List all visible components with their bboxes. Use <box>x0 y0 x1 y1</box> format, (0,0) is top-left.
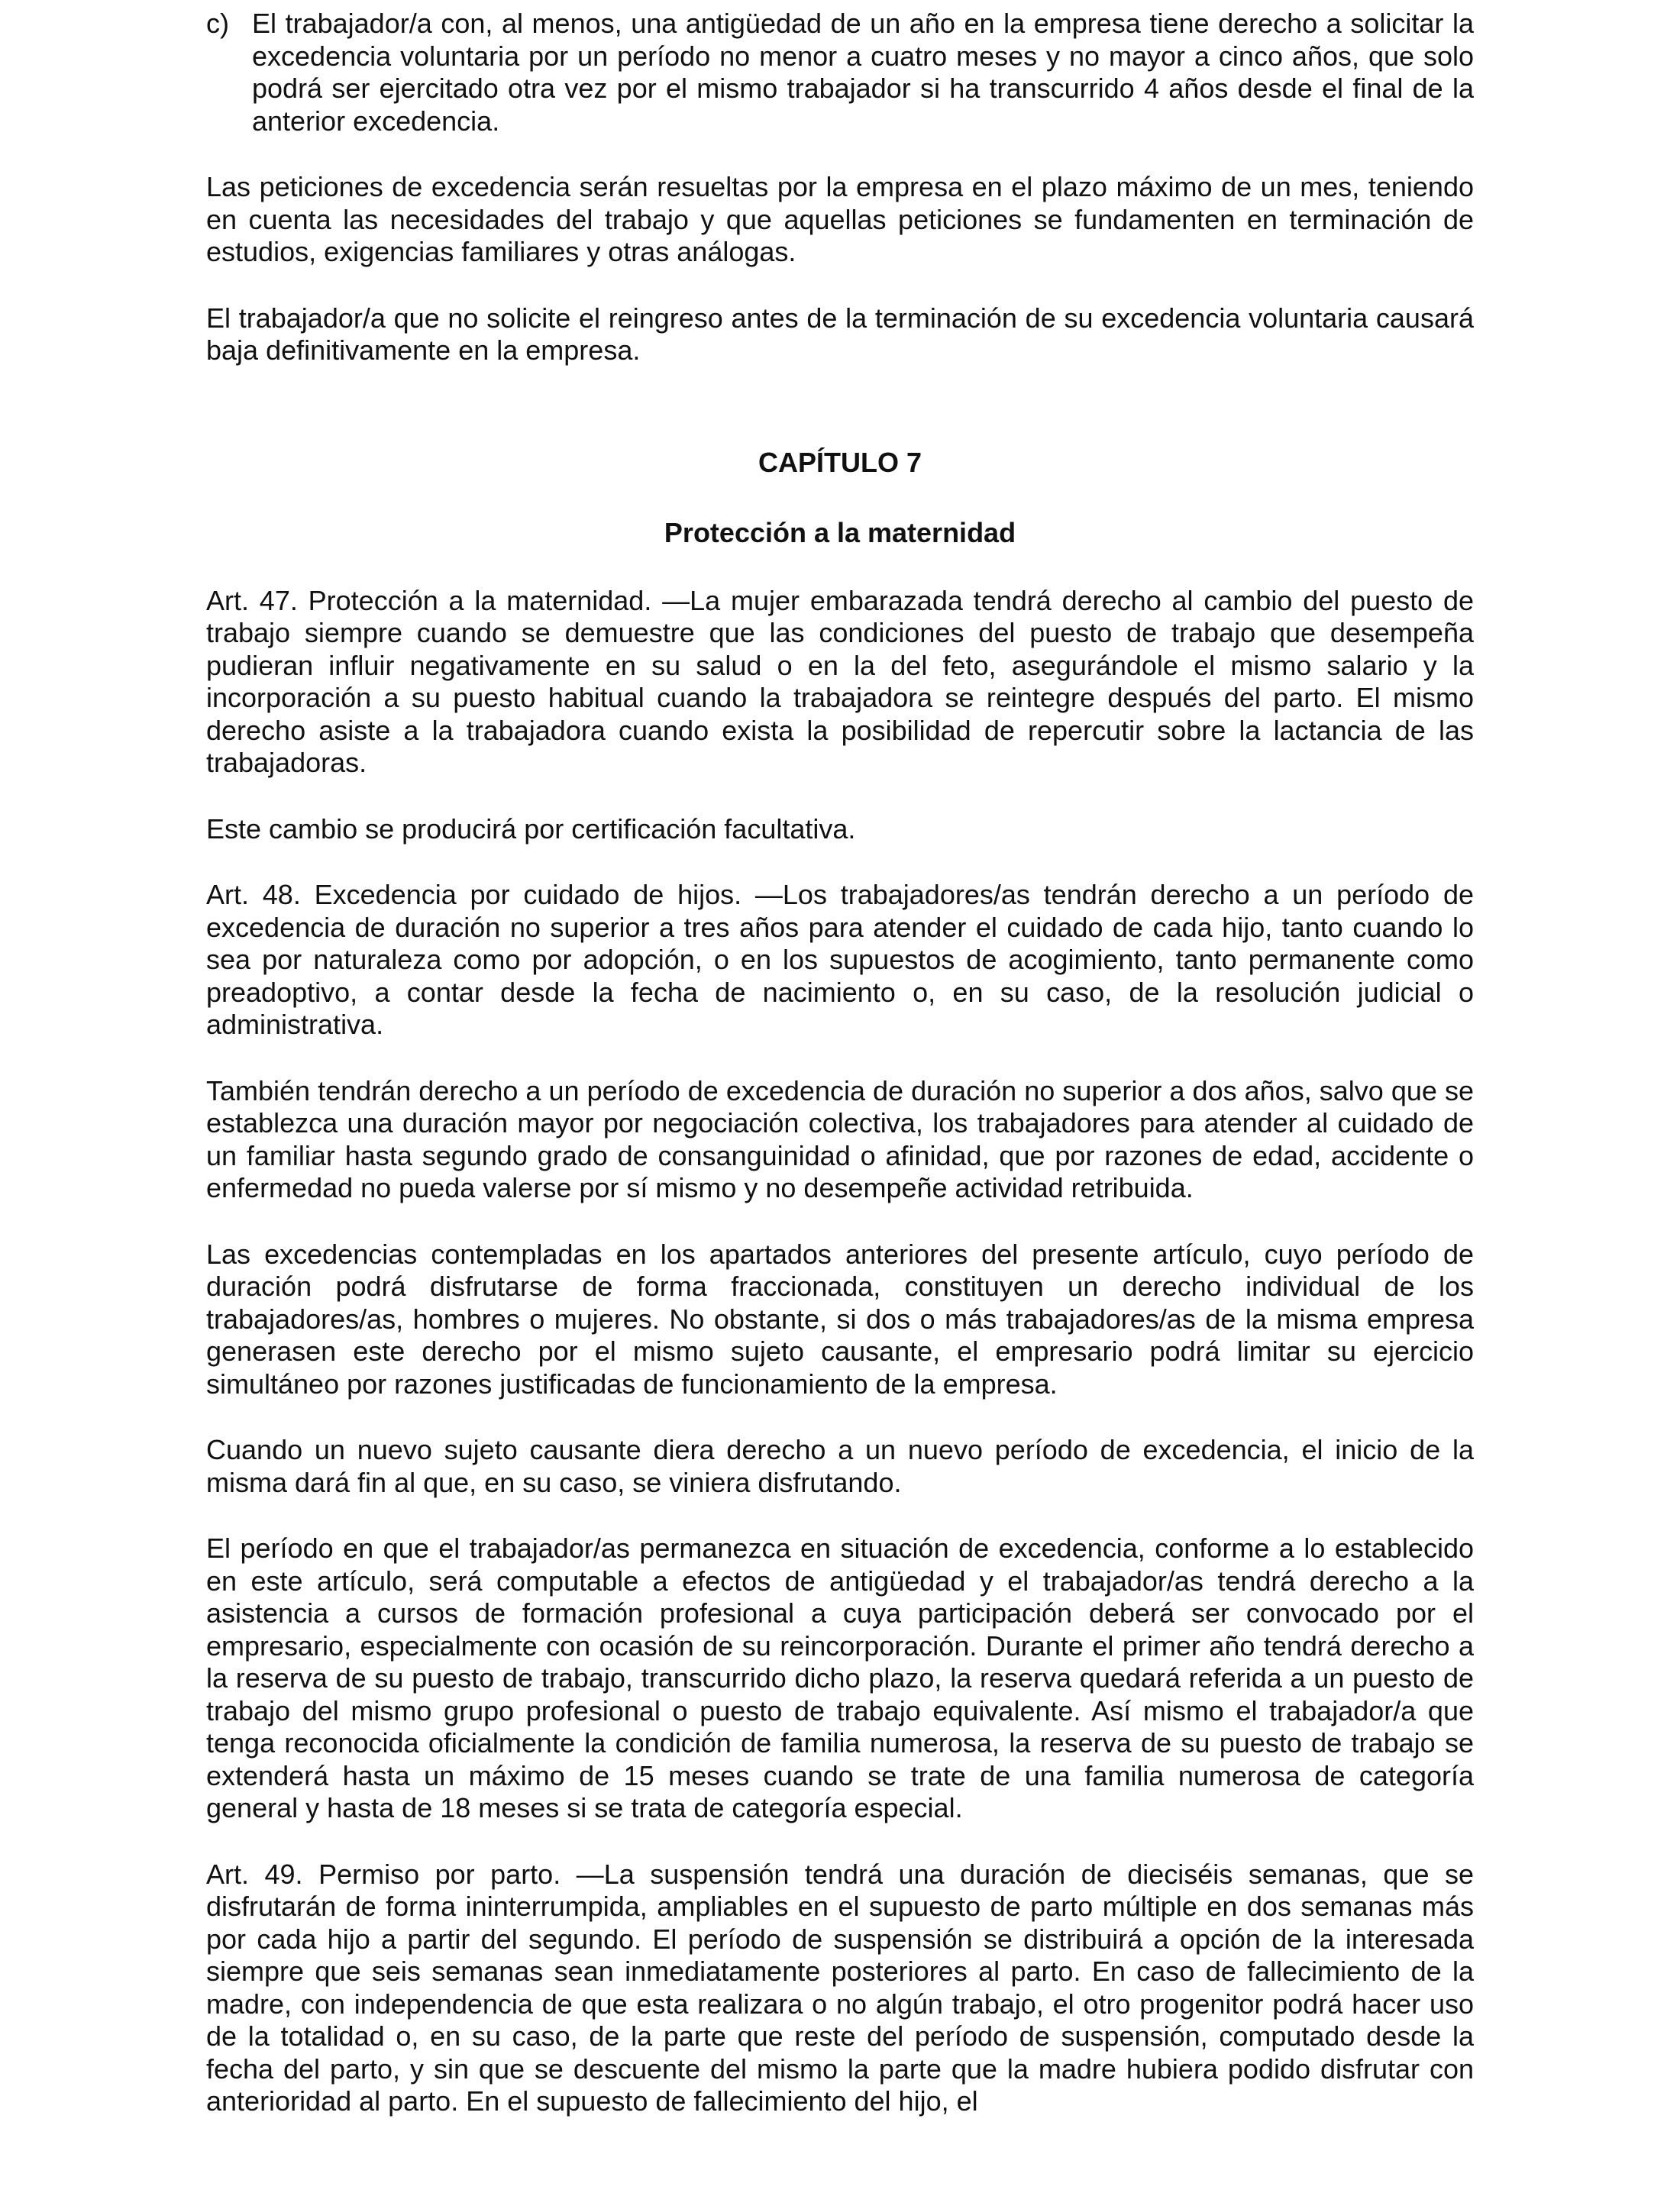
article-49-heading: Art. 49. Permiso por parto. — <box>206 1858 604 1890</box>
document-page <box>206 8 1474 2152</box>
article-49 <box>206 1859 1474 2118</box>
article-49-text: La suspensión tendrá una duración de dieciséis semanas, que se disfrutarán de forma ininterrumpida, ampliables en el supuesto de parto múltiple en dos semanas más por cada hijo a partir del segundo. El período de suspensión se distribuirá a opción de la interesada siempre que seis semanas sean inmediatamente posteriores al parto. En caso de fallecimiento de la madre, con independencia de que esta realizara o no algún trabajo, el otro progenitor podrá hacer uso de la totalidad o, en su caso, de la parte que reste del período de suspensión, computado desde la fecha del parto, y sin que se descuente del mismo la parte que la madre hubiera podido disfrutar con anterioridad al parto. En el supuesto de fallecimiento del hijo, el <box>206 1858 1475 2117</box>
article-47-note: Este cambio se producirá por certificación facultativa. <box>206 812 856 845</box>
article-48-heading: Art. 48. Excedencia por cuidado de hijos. — <box>206 879 783 910</box>
article-47-heading: Art. 47. Protección a la maternidad. — <box>206 584 690 616</box>
chapter-title: CAPÍTULO 7 <box>758 446 922 478</box>
article-48-paragraph: El período en que el trabajador/as permanezca en situación de excedencia, conforme a lo establecido en este artículo, será computable a efectos de antigüedad y el trabajador/as tendrá derecho a la asistencia a cursos de formación profesional a cuya participación deberá ser convocado por el empresario, especialmente con ocasión de su reincorporación. Durante el primer año tendrá derecho a la reserva de su puesto de trabajo, transcurrido dicho plazo, la reserva quedará referida a un puesto de trabajo del mismo grupo profesional o puesto de trabajo equivalente. Así mismo el trabajador/a que tenga reconocida oficialmente la condición de familia numerosa, la reserva de su puesto de trabajo se extenderá hasta un máximo de 15 meses cuando se trate de una familia numerosa de categoría general y hasta de 18 meses si se trata de categoría especial. <box>206 1533 1474 1823</box>
list-item-text: El trabajador/a con, al menos, una antigüedad de un año en la empresa tiene derecho a solicitar la excedencia voluntaria por un período no menor a cuatro meses y no mayor a cinco años, que solo podrá ser ejercitado otra vez por el mismo trabajador si ha transcurrido 4 años desde el final de la anterior excedencia. <box>252 8 1474 137</box>
paragraph-peticiones: Las peticiones de excedencia serán resueltas por la empresa en el plazo máximo de un mes, teniendo en cuenta las necesidades del trabajo y que aquellas peticiones se fundamenten en terminación de estudios, exigencias familiares y otras análogas. <box>206 171 1474 267</box>
article-47 <box>206 585 1474 780</box>
article-48 <box>206 879 1474 1042</box>
article-47-text: La mujer embarazada tendrá derecho al cambio del puesto de trabajo siempre cuando se demuestre que las condiciones del puesto de trabajo que desempeña pudieran influir negativamente en su salud o en la del feto, asegurándole el mismo salario y la incorporación a su puesto habitual cuando la trabajadora se reintegre después del parto. El mismo derecho asiste a la trabajadora cuando exista la posibilidad de repercutir sobre la lactancia de las trabajadoras. <box>206 584 1475 778</box>
paragraph-reingreso: El trabajador/a que no solicite el reingreso antes de la terminación de su excedencia voluntaria causará baja definitivamente en la empresa. <box>206 302 1474 366</box>
article-48-paragraph: También tendrán derecho a un período de excedencia de duración no superior a dos años, salvo que se establezca una duración mayor por negociación colectiva, los trabajadores para atender al cuidado de un familiar hasta segundo grado de consanguinidad o afinidad, que por razones de edad, accidente o enfermedad no pueda valerse por sí mismo y no desempeñe actividad retribuida. <box>206 1074 1474 1203</box>
article-48-paragraph: Las excedencias contempladas en los apartados anteriores del presente artículo, cuyo período de duración podrá disfrutarse de forma fraccionada, constituyen un derecho individual de los trabajadores/as, hombres o mujeres. No obstante, si dos o más trabajadores/as de la misma empresa generasen este derecho por el mismo sujeto causante, el empresario podrá limitar su ejercicio simultáneo por razones justificadas de funcionamiento de la empresa. <box>206 1238 1474 1400</box>
article-48-text: Los trabajadores/as tendrán derecho a un período de excedencia de duración no superior a tres años para atender el cuidado de cada hijo, tanto cuando lo sea por naturaleza como por adopción, o en los supuestos de acogimiento, tanto permanente como preadoptivo, a contar desde la fecha de nacimiento o, en su caso, de la resolución judicial o administrativa. <box>206 879 1475 1040</box>
list-item-c <box>206 8 1474 137</box>
article-48-paragraph: Cuando un nuevo sujeto causante diera derecho a un nuevo período de excedencia, el inicio de la misma dará fin al que, en su caso, se viniera disfrutando. <box>206 1434 1474 1498</box>
chapter-subtitle: Protección a la maternidad <box>664 517 1016 548</box>
list-marker: c) <box>206 8 229 39</box>
